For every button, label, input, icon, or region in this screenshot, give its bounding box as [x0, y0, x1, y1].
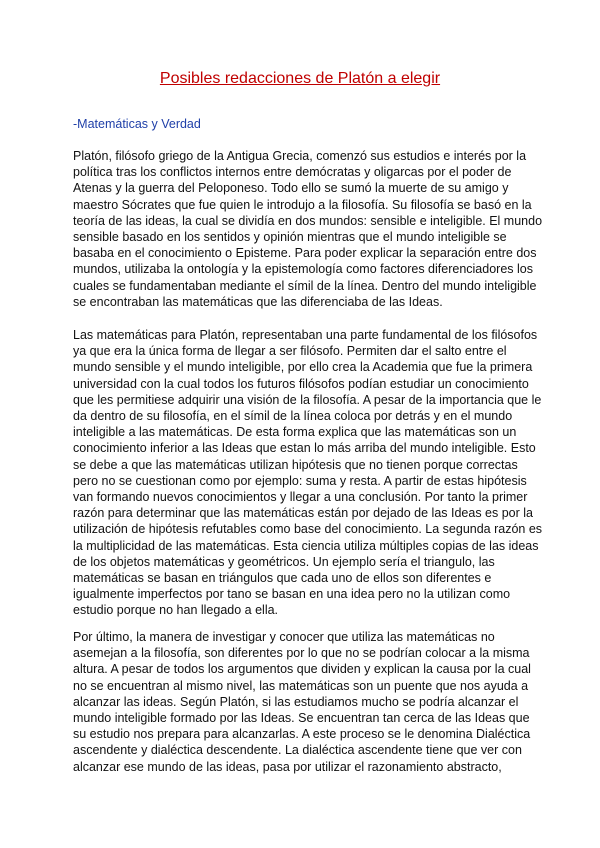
text-line: teoría de las ideas, la cual se dividía en dos mundos: sensible e inteligible. El mundo	[73, 213, 543, 228]
text-line: no se encuentran al mismo nivel, las matemáticas son un puente que nos ayuda a	[73, 678, 529, 693]
text-line: cuales se fundamentaban mediante el símil de la línea. Dentro del mundo inteligible	[73, 278, 537, 293]
text-line: matemáticas se basan en triángulos que cada uno de ellos son diferentes e	[73, 571, 492, 586]
text-line: se encontraban las matemáticas que las diferenciaba de las Ideas.	[73, 294, 443, 309]
text-line: Platón, filósofo griego de la Antigua Grecia, comenzó sus estudios e interés por la	[73, 149, 527, 163]
text-line: universidad con la cual todos los futuros filósofos podían estudiar un conocimiento	[73, 376, 529, 391]
section-subtitle: -Matemáticas y Verdad	[73, 117, 201, 131]
text-line: van formando nuevos conocimientos y llegar a una conclusión. Por tanto la primer	[73, 490, 528, 505]
text-line: que les permitiese adquirir una visión de la filosofía. A pesar de la importancia que le	[73, 392, 542, 407]
text-line: mundos, utilizaba la ontología y la epistemología como factores diferenciadores los	[73, 262, 533, 277]
paragraph-1	[73, 148, 543, 310]
text-line: mundo inteligible formado por las Ideas. Se encuentran tan cerca de las Ideas que	[73, 711, 530, 726]
text-line: utilización de hipótesis refutables como base del conocimiento. La segunda razón es	[73, 522, 543, 537]
text-line: la multiplicidad de las matemáticas. Esta ciencia utiliza múltiples copias de las ideas	[73, 538, 539, 553]
text-line: conocimiento inferior a las Ideas que estan lo más arriba del mundo inteligible. Esto	[73, 441, 536, 456]
text-line: ascendente y dialéctica descendente. La dialéctica ascendente tiene que ver con	[73, 743, 522, 758]
text-line: altura. A pesar de todos los argumentos que dividen y explican la causa por la cual	[73, 662, 531, 677]
text-line: Por último, la manera de investigar y conocer que utiliza las matemáticas no	[73, 630, 495, 644]
text-line: estudio porque no han llegado a ella.	[73, 603, 279, 618]
text-line: política tras los conflictos internos entre demócratas y oligarcas por el poder de	[73, 165, 512, 180]
text-line: alcanzar las ideas. Según Platón, si las estudiamos mucho se podría alcanzar el	[73, 694, 519, 709]
text-line: igualmente imperfectos por tano se basan en una idea pero no la utilizan como	[73, 587, 511, 602]
text-line: alcanzar ese mundo de las ideas, pasa por utilizar el razonamiento abstracto,	[73, 759, 502, 774]
text-line: maestro Sócrates que fue quien le introdujo a la filosofía. Su filosofía se basó en la	[73, 197, 532, 212]
text-line: sensible basado en los sentidos y opinión mientras que el mundo inteligible se	[73, 230, 507, 245]
text-line: Las matemáticas para Platón, representaban una parte fundamental de los filósofos	[73, 328, 538, 342]
text-line: mundo sensible y el mundo inteligible, por ello crea la Academia que fue la primera	[73, 360, 533, 375]
text-line: pero no se cuestionan como por ejemplo: suma y resta. A partir de estas hipótesis	[73, 473, 527, 488]
text-line: ya que era la única forma de llegar a ser filósofo. Permiten dar el salto entre el	[73, 344, 507, 359]
paragraph-2	[73, 327, 543, 619]
text-line: su estudio nos prepara para alcanzarlas. A este proceso se le denomina Dialéctica	[73, 727, 531, 742]
text-line: inteligible a las matemáticas. De esta forma explica que las matemáticas son un	[73, 425, 517, 440]
text-line: razón para determinar que las matemáticas están por dejado de las Ideas es por la	[73, 506, 533, 521]
text-line: se debe a que las matemáticas utilizan hipótesis que no tienen porque correctas	[73, 457, 518, 472]
document-title: Posibles redacciones de Platón a elegir	[159, 70, 441, 87]
text-line: da dentro de su filosofía, en el símil de la línea coloca por detrás y en el mundo	[73, 409, 513, 424]
text-line: Atenas y la guerra del Peloponeso. Todo ello se sumó la muerte de su amigo y	[73, 181, 509, 196]
text-line: basaba en el conocimiento o Episteme. Para poder explicar la separación entre dos	[73, 246, 537, 261]
text-line: asemejan a la filosofía, son diferentes por lo que no se podrían colocar a la misma	[73, 646, 530, 661]
text-line: de los objetos matemáticas y geométricos. Un ejemplo sería el triangulo, las	[73, 554, 495, 569]
paragraph-3	[73, 629, 529, 775]
